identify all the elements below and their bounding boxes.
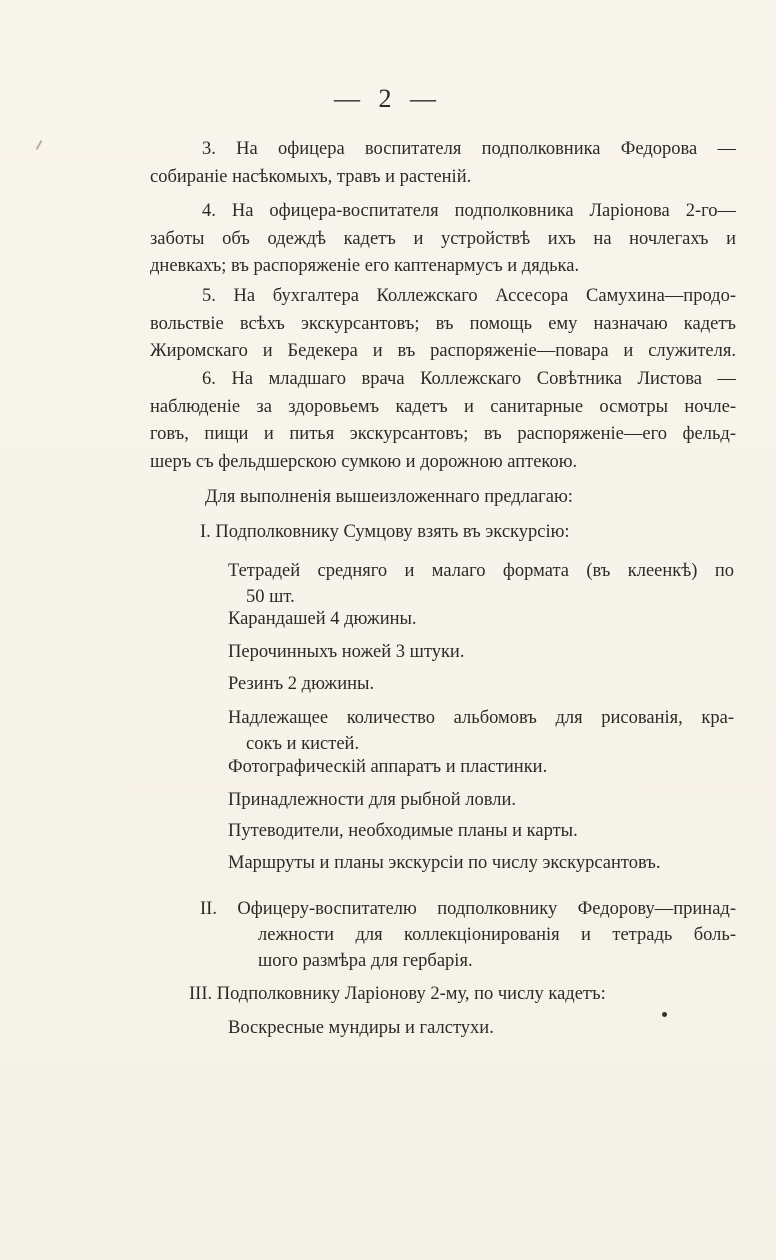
paragraph-4 — [150, 198, 736, 281]
paragraph-line: собираніе насѣкомыхъ, травъ и растеній. — [150, 166, 472, 187]
list-item: Маршруты и планы экскурсіи по числу экскурсантовъ. — [228, 853, 661, 873]
ink-dot — [662, 1012, 667, 1017]
list-item-line: Тетрадей средняго и малаго формата (въ клеенкѣ) по — [228, 561, 734, 581]
paragraph-line: 3. На офицера воспитателя подполковника Федорова — — [202, 139, 736, 159]
paragraph-line: шеръ съ фельдшерскою сумкою и дорожною аптекою. — [150, 451, 578, 472]
section-i-heading: I. Подполковнику Сумцову взять въ экскурсію: — [200, 522, 570, 542]
intro-line: Для выполненія вышеизложеннаго предлагаю: — [205, 487, 573, 507]
paragraph-line: вольствіе всѣхъ экскурсантовъ; въ помощь ему назначаю кадетъ — [150, 313, 736, 334]
paragraph-line: Жиромскаго и Бедекера и въ распоряженіе—повара и служителя. — [150, 341, 736, 361]
paragraph-line: наблюденіе за здоровьемъ кадетъ и санитарные осмотры ночле- — [150, 396, 736, 417]
list-item: Резинъ 2 дюжины. — [228, 674, 375, 694]
paragraph-line: дневкахъ; въ распоряженіе его каптенармусъ и дядька. — [150, 256, 580, 276]
section-ii-line: II. Офицеру-воспитателю подполковнику Федорову—принад- — [200, 899, 736, 919]
paragraph-line: 6. На младшаго врача Коллежскаго Совѣтника Листова — — [202, 369, 736, 389]
list-item: Фотографическій аппаратъ и пластинки. — [228, 757, 548, 777]
section-ii-line: шого размѣра для гербарія. — [258, 951, 473, 971]
paragraph-line: 5. На бухгалтера Коллежскаго Ассесора Самухина—продо- — [202, 286, 736, 306]
list-item: Воскресные мундиры и галстухи. — [228, 1018, 494, 1038]
section-ii — [200, 896, 736, 974]
list-item-line: сокъ и кистей. — [246, 734, 360, 754]
section-ii-line: лежности для коллекціонированія и тетрадь боль- — [258, 925, 736, 945]
paragraph-line: заботы объ одеждѣ кадетъ и устройствѣ ихъ на ночлегахъ и — [150, 228, 736, 249]
paper-mark — [36, 140, 43, 150]
list-item — [228, 705, 734, 757]
page-number: — 2 — — [334, 84, 442, 113]
list-item — [228, 558, 734, 610]
list-item: Перочинныхъ ножей 3 штуки. — [228, 642, 465, 662]
section-iii-heading: III. Подполковнику Ларіонову 2-му, по числу кадетъ: — [189, 984, 606, 1004]
paragraph-6 — [150, 366, 736, 476]
list-item-line: 50 шт. — [246, 587, 295, 607]
list-item: Путеводители, необходимые планы и карты. — [228, 821, 578, 841]
list-item: Карандашей 4 дюжины. — [228, 609, 417, 629]
paragraph-3 — [150, 136, 736, 191]
paragraph-line: говъ, пищи и питья экскурсантовъ; въ распоряженіе—его фельд- — [150, 424, 736, 444]
list-item-line: Надлежащее количество альбомовъ для рисованія, кра- — [228, 708, 734, 728]
paragraph-line: 4. На офицера-воспитателя подполковника Ларіонова 2-го— — [202, 201, 736, 221]
paragraph-5 — [150, 283, 736, 366]
list-item: Принадлежности для рыбной ловли. — [228, 790, 516, 810]
